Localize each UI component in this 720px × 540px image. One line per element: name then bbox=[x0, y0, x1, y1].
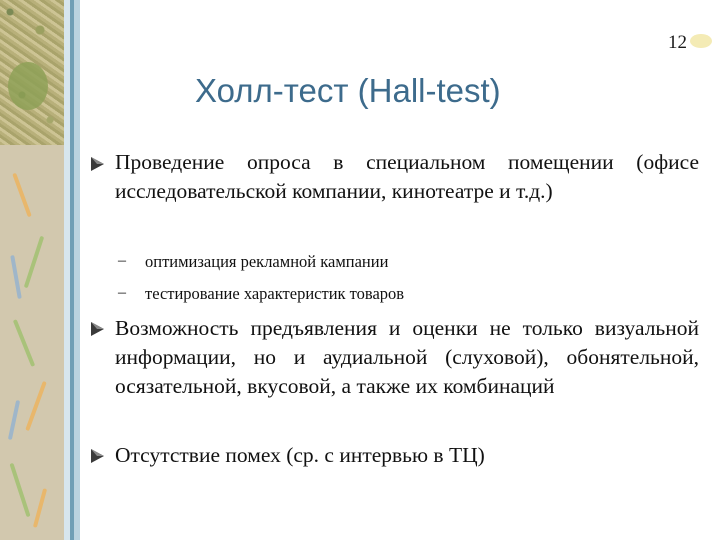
sub-bullet-text: оптимизация рекламной кампании bbox=[145, 252, 389, 271]
dash-bullet-icon: – bbox=[118, 284, 126, 301]
sub-bullet-text: тестирование характеристик товаров bbox=[145, 284, 405, 303]
beige-band bbox=[0, 145, 64, 540]
bullet-text: Отсутствие помех (ср. с интервью в ТЦ) bbox=[115, 443, 485, 467]
arrow-bullet-icon bbox=[88, 447, 106, 465]
decorative-disc bbox=[8, 62, 48, 110]
bullet-text: Возможность предъявления и оценки не только визуальной информации, но и аудиальной (слуховой), обонятельной, осязательной, вкусовой, а также их комбинаций bbox=[115, 316, 699, 398]
slide-title: Холл-тест (Hall-test) bbox=[195, 72, 501, 109]
page-number: 12 bbox=[668, 32, 687, 53]
dash-bullet-icon: – bbox=[118, 252, 126, 269]
bullet-text: Проведение опроса в специальном помещении (офисе исследовательской компании, кинотеатре и т.д.) bbox=[115, 150, 699, 203]
arrow-bullet-icon bbox=[88, 155, 106, 173]
divider-mid bbox=[74, 0, 80, 540]
arrow-bullet-icon bbox=[88, 320, 106, 338]
page-number-highlight bbox=[690, 34, 712, 48]
